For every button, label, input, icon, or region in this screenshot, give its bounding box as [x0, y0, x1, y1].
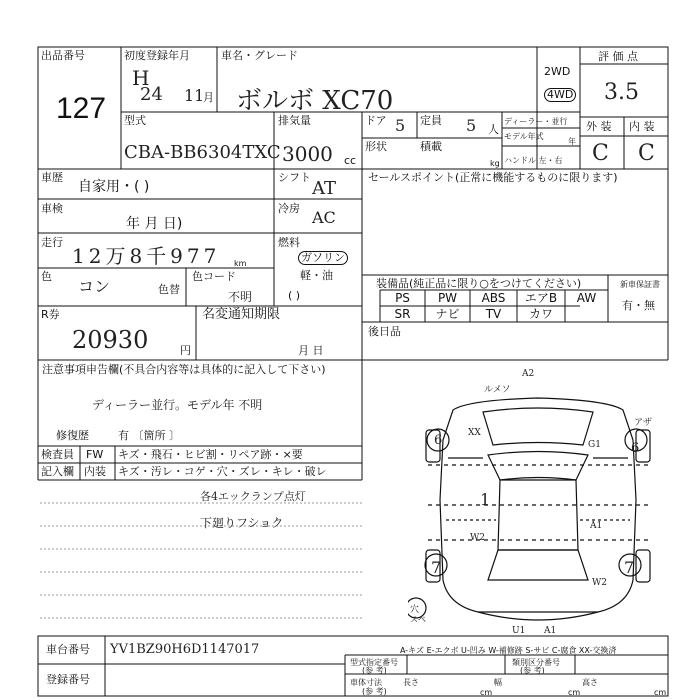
doors-label: ドア: [365, 114, 387, 127]
color-code-label: 色コード: [192, 270, 236, 283]
mark-g1: G1: [588, 440, 601, 450]
recycle-value: 20930: [72, 326, 149, 354]
length-cm: cm: [480, 688, 493, 697]
yen-unit: 円: [180, 344, 191, 357]
first-reg-label: 初度登録年月: [124, 49, 190, 62]
mark-u1-bottom: U1: [512, 626, 526, 636]
mark-spare: 穴: [410, 605, 420, 615]
inspector-note-label: 記入欄: [41, 465, 74, 478]
ac-label: 冷房: [278, 202, 300, 215]
equip-sr: SR: [394, 307, 411, 321]
history-value: 自家用・( ): [78, 179, 150, 195]
shaken-label: 車検: [41, 202, 63, 215]
year-unit: 年: [568, 137, 576, 146]
reg-month: 11: [184, 86, 205, 105]
displacement-value: 3000: [282, 142, 333, 166]
mark-u1-mid: 1: [480, 490, 491, 509]
mark-spare-sub: スペ: [410, 615, 426, 624]
seats-value: 5: [466, 116, 477, 135]
displacement-label: 排気量: [278, 114, 311, 127]
length-label: 長さ: [403, 678, 419, 687]
kg-unit: kg: [490, 159, 500, 168]
equip-tv: TV: [485, 307, 502, 321]
model-year-label: モデル年式: [504, 132, 544, 141]
shaken-value: 年 月 日): [126, 216, 183, 232]
mark-wheel-rr: 7: [624, 558, 635, 577]
equip-navi: ナビ: [435, 307, 460, 321]
rating-label: 評 価 点: [598, 50, 638, 63]
drive-2wd: 2WD: [544, 65, 571, 78]
inspector-label: 検査員: [41, 448, 74, 461]
width-cm: cm: [568, 688, 581, 697]
car-windshield: [488, 452, 588, 481]
rear-seat-label: 後日品: [368, 325, 401, 338]
chassis-label: 車台番号: [46, 643, 90, 656]
rating-value: 3.5: [604, 80, 639, 105]
mark-w2-right: W2: [592, 578, 607, 588]
equip-ps: PS: [395, 291, 410, 305]
km-unit: km: [234, 259, 247, 268]
notes-label: 注意事項申告欄(不具合内容等は具体的に記入して下さい): [42, 363, 326, 376]
size-ref: (参 考): [362, 687, 387, 696]
mark-top-right: アザ: [634, 418, 653, 428]
handle-label: ハンドル 左・右: [504, 156, 563, 165]
fw-text: キズ・飛石・ヒビ割・リペア跡・×要: [118, 448, 303, 461]
model-spec-ref: (参 考): [362, 666, 387, 675]
int-label: 内 装: [629, 120, 655, 133]
mark-a1-bottom: A1: [544, 626, 557, 636]
mileage-label: 走行: [41, 236, 63, 249]
drive-4wd: 4WD: [544, 88, 576, 102]
mark-top-left: ルメソ: [484, 385, 511, 395]
month-unit: 月: [203, 91, 214, 104]
color-change-label: 色替: [158, 283, 180, 296]
ac-value: AC: [312, 208, 336, 227]
mark-a2-top: A2: [522, 369, 535, 379]
notes-text: ディーラー並行。モデル年 不明: [92, 398, 263, 412]
class-label: 類別区分番号: [512, 658, 560, 667]
model-value: CBA-BB6304TXC: [124, 142, 281, 163]
mark-a1-right: A1: [590, 521, 603, 531]
mark-w2-left: W2: [470, 533, 485, 543]
memo-line-1: 各4エックランプ点灯: [200, 490, 306, 503]
load-label: 積載: [420, 140, 442, 153]
height-cm: cm: [654, 688, 667, 697]
warranty-value: 有・無: [622, 299, 655, 312]
car-damage-diagram: [408, 380, 668, 640]
fuel-gas: ガソリン: [298, 251, 348, 265]
equipment-label: 装備品(純正品に限り○をつけてください): [376, 277, 582, 290]
reg-number-label: 登録番号: [46, 673, 90, 686]
car-label: 車名・グレード: [221, 49, 298, 62]
car-name: ボルボ XC70: [236, 86, 394, 116]
shape-label: 形状: [365, 140, 387, 153]
fuel-paren: ( ): [288, 289, 301, 302]
width-label: 幅: [494, 678, 502, 687]
equip-leather: カワ: [528, 307, 553, 321]
repair-label: 修復歴: [56, 429, 89, 442]
interior-text: キズ・汚レ・コゲ・穴・ズレ・キレ・破レ: [118, 465, 327, 478]
dealer-label: ディーラー・並行: [504, 117, 568, 126]
equip-airbag: エアB: [524, 291, 558, 305]
mark-wheel-rl: 7: [431, 558, 442, 577]
cc-unit: cc: [344, 154, 357, 167]
mark-wheel-fl: 6: [434, 433, 443, 448]
doors-value: 5: [395, 116, 406, 135]
model-spec-label: 型式指定番号: [350, 658, 398, 667]
shift-label: シフト: [278, 171, 311, 184]
color-code-value: 不明: [228, 290, 253, 304]
warranty-label: 新車保証書: [620, 280, 660, 289]
size-label: 車体寸法: [350, 678, 382, 687]
fuel-light: 軽・油: [300, 269, 333, 282]
notice-value: 月 日: [298, 344, 324, 357]
history-label: 車歴: [41, 171, 63, 184]
chassis-value: YV1BZ90H6D1147017: [110, 642, 260, 657]
memo-line-2: 下廻りフショク: [200, 516, 284, 530]
damage-legend: A-キズ E-エクボ U-凹み W-補修跡 S-サビ C-腐食 XX-交換済: [400, 646, 617, 655]
fuel-label: 燃料: [278, 236, 300, 249]
model-label: 型式: [124, 114, 146, 127]
mark-wheel-fr: 6: [631, 441, 640, 456]
era: H: [132, 66, 150, 90]
car-rear-window: [488, 550, 588, 580]
ext-label: 外 装: [586, 120, 612, 133]
int-grade: C: [638, 141, 655, 166]
class-ref: (参 考): [520, 666, 545, 675]
lot-label: 出品番号: [41, 49, 85, 62]
equip-aw: AW: [576, 291, 597, 305]
equip-abs: ABS: [481, 291, 506, 305]
fw-label: FW: [86, 448, 104, 461]
seats-unit: 人: [488, 123, 499, 136]
shift-value: AT: [312, 178, 337, 199]
equip-pw: PW: [437, 291, 458, 305]
car-hood: [483, 408, 593, 445]
mark-xx: XX: [468, 428, 481, 438]
repair-value: 有 〔箇所 〕: [118, 429, 180, 442]
mileage-value: 12万8千977: [72, 244, 221, 268]
height-label: 高さ: [582, 678, 598, 687]
ext-grade: C: [592, 141, 609, 166]
recycle-label: R券: [41, 308, 60, 321]
sales-point-label: セールスポイント(正常に機能するものに限ります): [368, 171, 618, 184]
color-value: コン: [78, 277, 111, 296]
interior-label: 内装: [84, 465, 106, 478]
lot-number: 127: [56, 92, 107, 125]
color-label: 色: [41, 270, 52, 283]
notice-label: 名変通知期限: [202, 307, 281, 322]
seats-label: 定員: [420, 114, 442, 127]
reg-year: 24: [140, 84, 163, 105]
